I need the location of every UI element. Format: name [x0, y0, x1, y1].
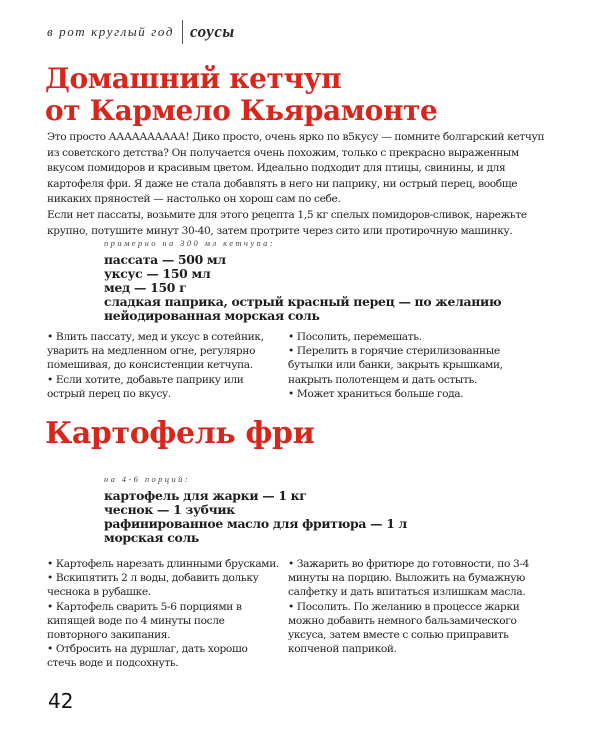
step-item: • Зажарить во фритюре до готовности, по 3-4 минуты на порцию. Выложить на бумажную салфетку и дать впитаться излишкам масла. [288, 557, 533, 600]
ingredient-item: рафинированное масло для фритюра — 1 л [104, 516, 407, 531]
intro-paragraph: Это просто АААААААААА! Дико просто, очень ярко по в5кусу — помните болгарский кетчуп из советского детства? Он получается очень похожим, только с прекрасно выраженным вкусом помидоров и красивым цветом. Идеально подходит для птицы, свинины, и для картофеля фри. Я даже не стала добавлять в него ни паприку, ни острый перец, вообще никаких пряностей — настолько он хорош сам по себе. [47, 131, 545, 206]
step-item: • Влить пассату, мед и уксус в сотейник, уварить на медленном огне, регулярно помешивая, до консистенции кетчупа. [47, 330, 283, 373]
fries-ingredients [104, 489, 407, 545]
ingredient-item: мед — 150 г [104, 280, 187, 295]
step-item: • Перелить в горячие стерилизованные бутылки или банки, закрыть крышками, накрыть полотенцем и дать остыть. [288, 344, 538, 387]
step-item: • Посолить, перемешать. [288, 330, 538, 344]
ketchup-ingredients [104, 253, 501, 323]
fries-recipe-title: Картофель фри [45, 416, 315, 451]
ingredient-item: уксус — 150 мл [104, 266, 211, 281]
step-item: • Может храниться больше года. [288, 387, 538, 401]
ketchup-title-line2: от Кармело Кьярамонте [45, 94, 438, 127]
book-title: в рот круглый год [47, 24, 175, 39]
page-number: 42 [48, 689, 74, 713]
ketchup-steps-left [47, 330, 283, 401]
ingredient-item: картофель для жарки — 1 кг [104, 488, 307, 503]
step-item: • Отбросить на дуршлаг, дать хорошо стечь воде и подсохнуть. [47, 642, 279, 670]
ingredient-item: сладкая паприка, острый красный перец — по желанию [104, 294, 502, 309]
ingredient-item: морская соль [104, 530, 200, 545]
step-item: • Картофель сварить 5-6 порциями в кипящей воде по 4 минуты после повторного закипания. [47, 600, 279, 643]
step-item: • Посолить. По желанию в процессе жарки можно добавить немного бальзамического уксуса, затем вместе с солью приправить копченой паприкой. [288, 600, 533, 657]
fries-yield: на 4-6 порций: [104, 474, 190, 484]
ketchup-recipe-title [45, 63, 437, 127]
fries-steps-left [47, 557, 279, 671]
ketchup-intro [47, 130, 559, 239]
ingredient-item: нейодированная морская соль [104, 308, 320, 323]
step-item: • Картофель нарезать длинными брусками. [47, 557, 279, 571]
ketchup-yield: примерно на 300 мл кетчупа: [104, 238, 276, 248]
header-divider [182, 20, 183, 44]
ingredient-item: чеснок — 1 зубчик [104, 502, 235, 517]
step-item: • Вскипятить 2 л воды, добавить дольку чеснока в рубашке. [47, 571, 279, 599]
step-item: • Если хотите, добавьте паприку или острый перец по вкусу. [47, 373, 283, 401]
ketchup-title-line1: Домашний кетчуп [45, 62, 342, 95]
section-name: соусы [190, 22, 235, 41]
fries-steps-right [288, 557, 533, 656]
ingredient-item: пассата — 500 мл [104, 252, 226, 267]
intro-paragraph: Если нет пассаты, возьмите для этого рецепта 1,5 кг спелых помидоров-сливок, нарежьте крупно, потушите минут 30-40, затем протрите через сито или протирочную машинку. [47, 208, 527, 237]
running-header [47, 20, 235, 44]
ketchup-steps-right [288, 330, 538, 401]
